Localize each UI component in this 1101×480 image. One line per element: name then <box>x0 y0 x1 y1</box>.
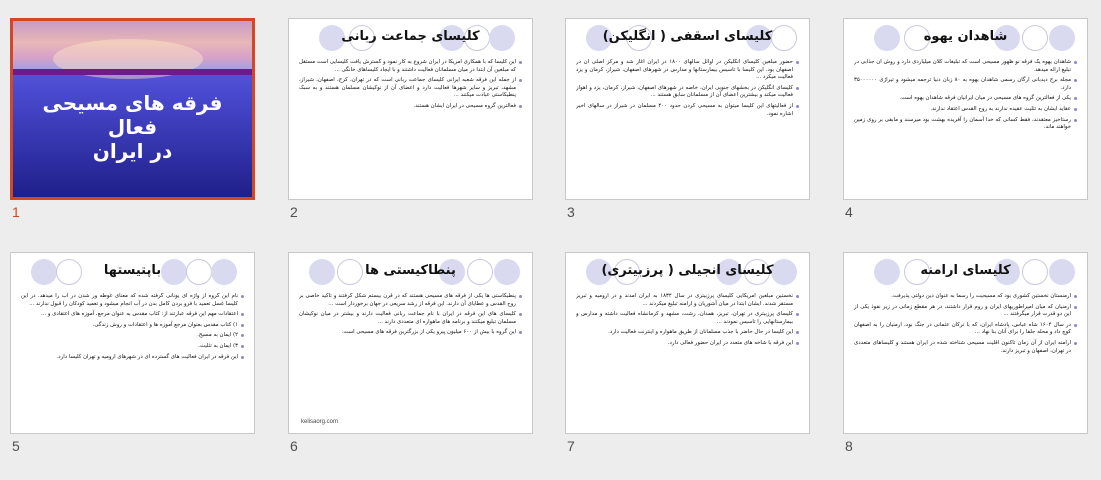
slide-title: شاهدان یهوه <box>923 29 1008 44</box>
slide-body <box>854 59 1077 193</box>
bullet-paragraph: این کلیسا که با همکاری آمریکا در ایران شروع به کار نمود و گسترش یافت کلیسایی است مستقل که مبلغین آن ابتدا در میان مسلمانان فعالیت داشتند و با ایجاد کلیساهای خانگی ... <box>299 59 522 74</box>
slide-body <box>576 293 799 427</box>
slide-title: کلیسای اسقفی ( انگلیکن) <box>602 29 773 44</box>
slide-body <box>854 293 1077 427</box>
title-line: فعال <box>107 115 158 139</box>
slide-content <box>566 253 809 433</box>
title-line: فرقه های مسیحی <box>42 91 223 115</box>
bullet-paragraph: مجله برج دیدبانی ارگان رسمی شاهدان یهوه به ۸۰ زبان دنیا ترجمه میشود و تیراژی ۳۵۰۰۰۰۰۰ دارد. <box>854 77 1077 92</box>
slide-number: 1 <box>12 204 20 220</box>
bullet-paragraph: این فرقه در ایران فعالیت های گسترده ای در شهرهای ارومیه و تهران کلیسا دارد. <box>21 354 244 362</box>
slide-thumbnail-8[interactable] <box>843 252 1088 434</box>
slide-title: کلیسای انجیلی ( پرزبیتری) <box>601 263 774 278</box>
bullet-paragraph: ارمنستان نخستین کشوری بود که مسیحیت را رسماً به عنوان دین دولتی پذیرفت. <box>854 293 1077 301</box>
watermark-text: kelisaorg.com <box>301 419 339 425</box>
title-band <box>13 69 252 75</box>
bullet-paragraph: یکی از فعالترین گروه های مسیحی در میان ایرانیان فرقه شاهدان یهوه است. <box>854 95 1077 103</box>
bullet-paragraph: ۲) ایمان به مسیح. <box>21 332 244 340</box>
slide-title: باپتیستها <box>103 263 162 278</box>
bullet-paragraph: رستاخیز معتقدند، فقط کسانی که خدا آسمان را آفریده بهشت بود میرسند و مابقی بر روی زمین خواهند ماند. <box>854 117 1077 132</box>
slide-body <box>299 59 522 193</box>
title-line: در ایران <box>92 139 173 163</box>
bullet-paragraph: عقاید ایشان به تثلیث عقیده ندارند به روح القدس اعتقاد ندارند. <box>854 106 1077 114</box>
sky-image <box>13 21 252 69</box>
bullet-paragraph: این گروه با بیش از ۶۰۰ میلیون پیرو یکی از بزرگترین فرقه های مسیحی است. <box>299 329 522 337</box>
slide-thumbnail-1[interactable] <box>10 18 255 200</box>
slide-number: 8 <box>845 438 853 454</box>
slide-thumbnail-4[interactable] <box>843 18 1088 200</box>
slide-thumbnail-7[interactable] <box>565 252 810 434</box>
bullet-paragraph: کلیسای انگلیکن در بخشهای جنوبی ایران، خاصه در شهرهای اصفهان، شیراز، کرمان، یزد و اهواز فعالیت میکند و بیشترین اعضای آن از مسلمانان سابق هستند ... <box>576 85 799 100</box>
bullet-paragraph: این فرقه با شاخه های متعدد در ایران حضور فعالی دارد. <box>576 340 799 348</box>
bullet-paragraph: نخستین مبلغین آمریکایی کلیسای پرزبیتری در سال ۱۸۳۴ به ایران آمدند و در ارومیه و تبریز مستقر شدند. ایشان ابتدا در میان آشوریان و ارامنه تبلیغ میکردند ... <box>576 293 799 308</box>
slide-title: پنطاکیستی ها <box>365 263 456 278</box>
slide-thumbnail-2[interactable] <box>288 18 533 200</box>
slide-title: کلیسای جماعت ربانی <box>341 29 480 44</box>
slide-thumbnail-6[interactable] <box>288 252 533 434</box>
bullet-paragraph: از جمله این فرقه شعبه ایرانی کلیسای جماعت ربانی است که در تهران، کرج، اصفهان، شیراز، مشهد، تبریز و سایر شهرها فعالیت دارد و اعضای آن از نوکیشان مسلمان هستند و به سبک پنطیکاستی عبادت میکنند ... <box>299 77 522 100</box>
slide-content <box>844 253 1087 433</box>
bullet-paragraph: فعالترین گروه مسیحی در ایران ایشان هستند. <box>299 103 522 111</box>
slide-body <box>576 59 799 193</box>
slide-content <box>289 19 532 199</box>
bullet-paragraph: از فعالیتهای این کلیسا میتوان به مسیحی کردن حدود ۴۰۰ مسلمان در شیراز در سالهای اخیر اشاره نمود. <box>576 103 799 118</box>
slide-body <box>21 293 244 427</box>
bullet-paragraph: ارامنه ایران از آن زمان تاکنون اقلیت مسیحی شناخته شده در ایران هستند و کلیساهای متعددی در تهران، اصفهان و تبریز دارند. <box>854 340 1077 355</box>
slide-number: 4 <box>845 204 853 220</box>
slide-content <box>844 19 1087 199</box>
bullet-paragraph: حضور مبلغین کلیسای انگلیکن در اوائل سالهای ۱۸۰۰ در ایران آغاز شد و مرکز اصلی آن در اصفهان بود. این کلیسا با تاسیس بیمارستانها و مدارس در شهرهای اصفهان، شیراز، کرمان و یزد فعالیت میکرد ... <box>576 59 799 82</box>
slide-number: 2 <box>290 204 298 220</box>
bullet-paragraph: پنطیکاستی ها یکی از فرقه های مسیحی هستند که در قرن بیستم شکل گرفتند و تاکید خاصی بر روح القدس و عطایای آن دارند. این فرقه از رشد سریعی در جهان برخوردار است ... <box>299 293 522 308</box>
slide-content <box>566 19 809 199</box>
bullet-paragraph: ۱) کتاب مقدس بعنوان مرجع آموزه ها و اعتقادات و روش زندگی. <box>21 322 244 330</box>
slide-number: 3 <box>567 204 575 220</box>
slide-thumbnail-3[interactable] <box>565 18 810 200</box>
title-slide <box>13 21 252 197</box>
bullet-paragraph: کلیسای های این فرقه در ایران با نام جماعت ربانی فعالیت دارند و بیشتر در میان نوکیشان مسلمان تبلیغ میکنند و برنامه های ماهواره ای متعددی دارند ... <box>299 311 522 326</box>
slide-thumbnail-5[interactable] <box>10 252 255 434</box>
bullet-paragraph: این کلیسا در حال حاضر با جذب مسلمانان از طریق ماهواره و اینترنت فعالیت دارد. <box>576 329 799 337</box>
bullet-paragraph: شاهدان یهوه یک فرقه نو ظهور مسیحی است که تبلیغات کلان میلیاردی دارد و روش آن جذابی در تبلیغ ارائه میدهد. <box>854 59 1077 74</box>
slide-number: 6 <box>290 438 298 454</box>
bullet-paragraph: اعتقادات مهم این فرقه عبارتند از: کتاب مقدس به عنوان مرجع، آموزه های اعتقادی و ... <box>21 311 244 319</box>
bullet-paragraph: ارمنیان که میان امپراطوریهای ایران و روم قرار داشتند، در هر مقطع زمانی در زیر نفوذ یکی از این دو قدرت قرار میگرفتند ... <box>854 304 1077 319</box>
bullet-paragraph: ۳) ایمان به تثلیث. <box>21 343 244 351</box>
slide-title: کلیسای ارامنه <box>920 263 1011 278</box>
slide-title <box>13 91 252 163</box>
slide-content <box>11 253 254 433</box>
slide-content <box>289 253 532 433</box>
bullet-paragraph: در سال ۱۶۰۴ شاه عباس، پادشاه ایران، که با ترکان عثمانی در جنگ بود، ارمنیان را به اصفهان کوچ داد و محله جلفا را برای آنان بنا نهاد ... <box>854 322 1077 337</box>
bullet-paragraph: نام این گروه از واژه ای یونانی گرفته شده که معنای غوطه ور شدن در آب را میدهد. در این کلیسا غسل تعمید با فرو بردن کامل بدن در آب انجام میشود و تعمید کودکان را قبول ندارند ... <box>21 293 244 308</box>
slide-number: 7 <box>567 438 575 454</box>
bullet-paragraph: کلیسای پرزبیتری در تهران، تبریز، همدان، رشت، مشهد و کرمانشاه فعالیت داشته و مدارس و بیمارستانهایی را تاسیس نمودند ... <box>576 311 799 326</box>
slide-body <box>299 293 522 427</box>
slide-number: 5 <box>12 438 20 454</box>
